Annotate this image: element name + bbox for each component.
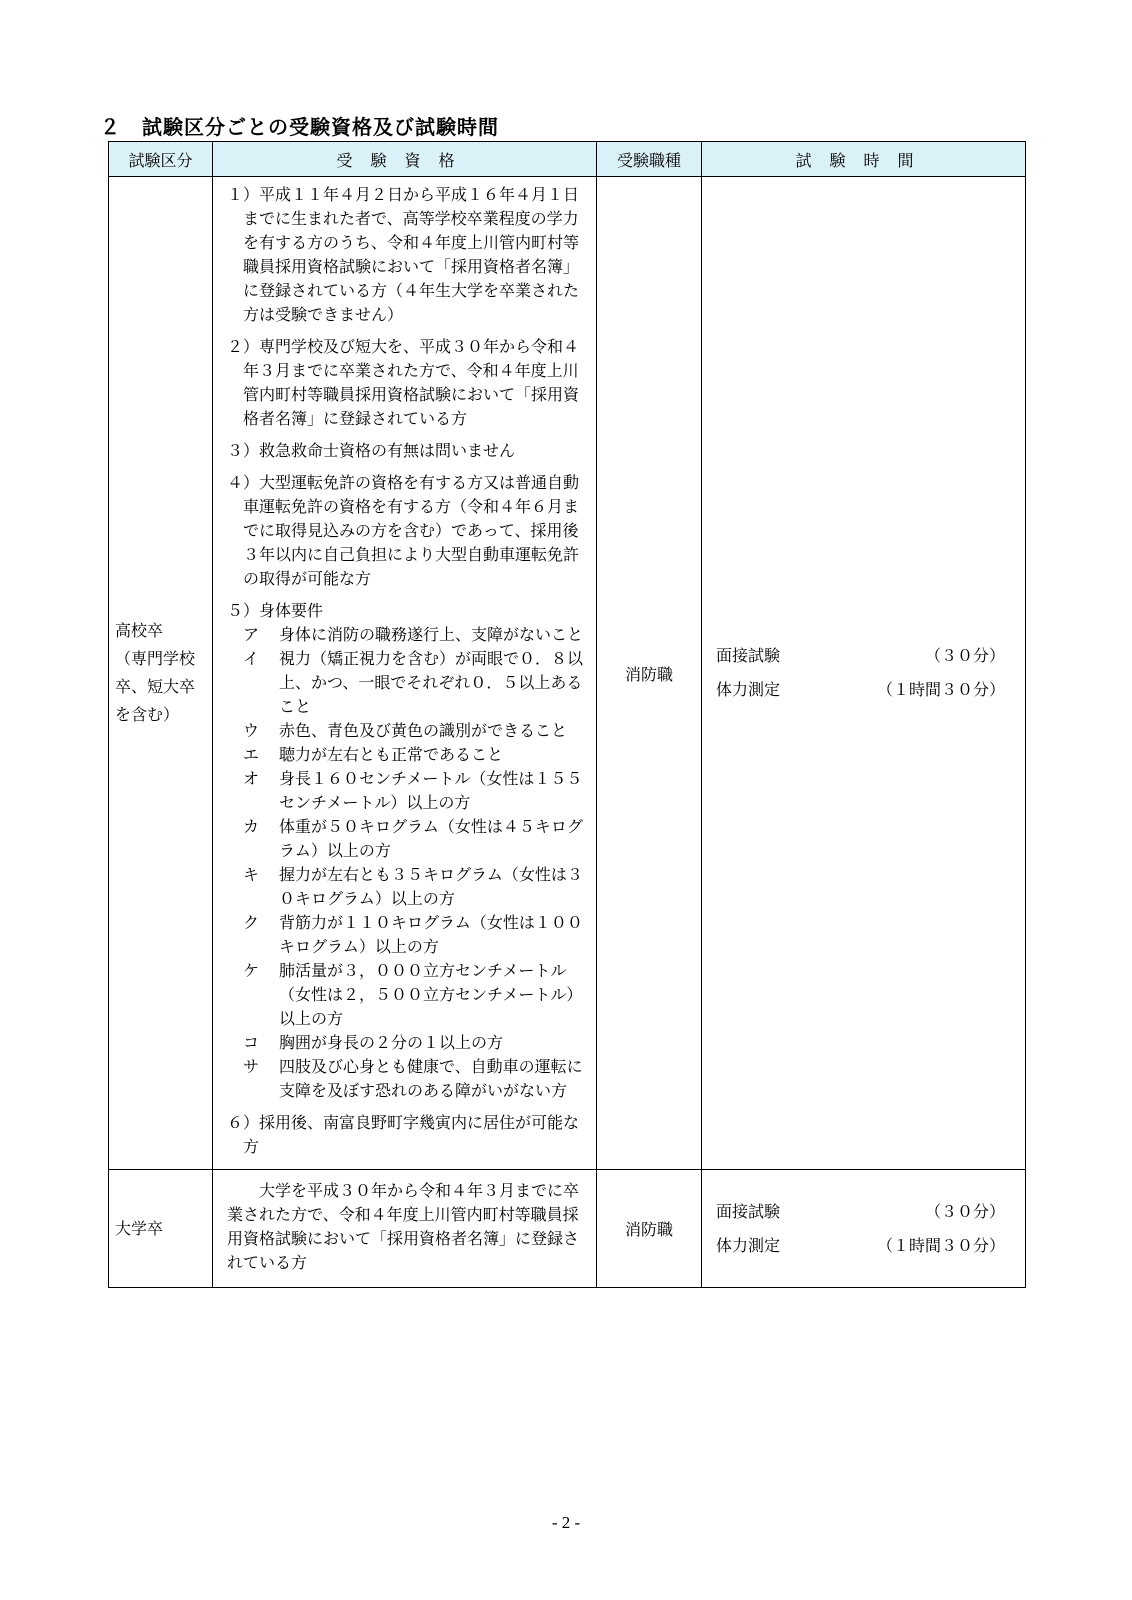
time-label: 体力測定 bbox=[716, 680, 781, 699]
requirement-item bbox=[227, 959, 586, 1031]
qualification-cell bbox=[213, 1170, 597, 1288]
time-row bbox=[716, 673, 1005, 707]
header-time bbox=[702, 142, 1026, 177]
requirement-mark: ケ bbox=[243, 961, 260, 980]
requirement-item bbox=[227, 863, 586, 911]
header-category: 試験区分 bbox=[109, 142, 213, 177]
requirement-mark: キ bbox=[243, 865, 260, 884]
requirement-text: 身体に消防の職務遂行上、支障がないこと bbox=[279, 625, 584, 644]
requirement-text: 聴力が左右とも正常であること bbox=[279, 745, 504, 764]
requirement-item bbox=[227, 647, 586, 719]
time-cell bbox=[702, 177, 1026, 1170]
requirement-item bbox=[227, 1055, 586, 1103]
page-number: - 2 - bbox=[551, 1513, 581, 1532]
time-label: 面接試験 bbox=[716, 646, 781, 665]
requirement-text: 視力（矯正視力を含む）が両眼で０．８以上、かつ、一眼でそれぞれ０．５以上あること bbox=[279, 649, 584, 716]
requirement-mark: ウ bbox=[243, 721, 260, 740]
time-cell bbox=[702, 1170, 1026, 1288]
requirement-item bbox=[227, 767, 586, 815]
requirement-item bbox=[227, 815, 586, 863]
category-cell bbox=[109, 1170, 213, 1288]
requirement-text: 赤色、青色及び黄色の識別ができること bbox=[279, 721, 568, 740]
header-qualification bbox=[213, 142, 597, 177]
category-sub: （専門学校卒、短大卒を含む） bbox=[115, 649, 196, 724]
requirement-mark: オ bbox=[243, 769, 260, 788]
requirement-item bbox=[227, 1031, 586, 1055]
table-row bbox=[109, 1170, 1026, 1288]
requirement-item bbox=[227, 719, 586, 743]
time-value: （３０分） bbox=[924, 1201, 1005, 1221]
table-row bbox=[109, 177, 1026, 1170]
qualification-text: 大学を平成３０年から令和４年３月までに卒業された方で、令和４年度上川管内町村等職員採用資格試験において「採用資格者名簿」に登録されている方 bbox=[227, 1180, 580, 1272]
table-header-row bbox=[109, 142, 1026, 177]
qualification-table bbox=[108, 141, 1026, 1288]
requirement-text: 肺活量が３，０００立方センチメートル（女性は２，５００立方センチメートル）以上の方 bbox=[279, 961, 583, 1028]
requirement-item bbox=[227, 623, 586, 647]
category-main: 高校卒 bbox=[115, 621, 164, 640]
requirement-text: 四肢及び心身とも健康で、自動車の運転に支障を及ぼす恐れのある障がいがない方 bbox=[279, 1057, 583, 1100]
requirement-text: 背筋力が１１０キログラム（女性は１００キログラム）以上の方 bbox=[279, 913, 583, 956]
time-row bbox=[716, 1229, 1005, 1263]
time-value: （１時間３０分） bbox=[876, 680, 1005, 699]
time-label: 体力測定 bbox=[716, 1235, 781, 1255]
requirement-text: 胸囲が身長の２分の１以上の方 bbox=[279, 1033, 504, 1052]
time-value: （３０分） bbox=[924, 646, 1005, 665]
requirement-item bbox=[227, 743, 586, 767]
time-row bbox=[716, 639, 1005, 673]
qualification-item: ３）救急救命士資格の有無は問いません bbox=[227, 441, 516, 460]
time-label: 面接試験 bbox=[716, 1201, 781, 1221]
qualification-item: ６）採用後、南富良野町字幾寅内に居住が可能な方 bbox=[227, 1113, 580, 1156]
requirement-text: 握力が左右とも３５キログラム（女性は３０キログラム）以上の方 bbox=[279, 865, 583, 908]
requirement-mark: コ bbox=[243, 1033, 260, 1052]
requirement-mark: イ bbox=[243, 649, 260, 668]
time-value: （１時間３０分） bbox=[876, 1235, 1005, 1255]
job-cell: 消防職 bbox=[597, 1170, 702, 1288]
qualification-item: ２）専門学校及び短大を、平成３０年から令和４年３月までに卒業された方で、令和４年度上川管内町村等職員採用資格試験において「採用資格者名簿」に登録されている方 bbox=[227, 337, 580, 428]
requirement-mark: ア bbox=[243, 625, 260, 644]
job-cell: 消防職 bbox=[597, 177, 702, 1170]
section-title: ２ 試験区分ごとの受験資格及び試験時間 bbox=[100, 115, 499, 139]
requirement-mark: サ bbox=[243, 1057, 260, 1076]
time-row bbox=[716, 1195, 1005, 1229]
requirement-mark: エ bbox=[243, 745, 260, 764]
requirement-mark: カ bbox=[243, 817, 260, 836]
requirement-text: 身長１６０センチメートル（女性は１５５センチメートル）以上の方 bbox=[279, 769, 583, 812]
header-qualification-label: 受験資格 bbox=[336, 150, 473, 170]
qualification-item: １）平成１１年４月２日から平成１６年４月１日までに生まれた者で、高等学校卒業程度の学力を有する方のうち、令和４年度上川管内町村等職員採用資格試験において「採用資格者名簿」に登録されている方（４年生大学を卒業された方は受験できません） bbox=[227, 185, 580, 324]
header-time-label: 試験時間 bbox=[795, 150, 932, 170]
header-job: 受験職種 bbox=[597, 142, 702, 177]
qualification-cell bbox=[213, 177, 597, 1170]
qualification-item: ４）大型運転免許の資格を有する方又は普通自動車運転免許の資格を有する方（令和４年６月までに取得見込みの方を含む）であって、採用後３年以内に自己負担により大型自動車運転免許の取得が可能な方 bbox=[227, 473, 580, 588]
physical-requirements-heading: ５）身体要件 bbox=[227, 601, 324, 620]
requirement-text: 体重が５０キログラム（女性は４５キログラム）以上の方 bbox=[279, 817, 583, 860]
category-cell bbox=[109, 177, 213, 1170]
requirement-mark: ク bbox=[243, 913, 260, 932]
requirement-item bbox=[227, 911, 586, 959]
physical-requirements bbox=[227, 599, 586, 1103]
category-main: 大学卒 bbox=[115, 1218, 164, 1238]
